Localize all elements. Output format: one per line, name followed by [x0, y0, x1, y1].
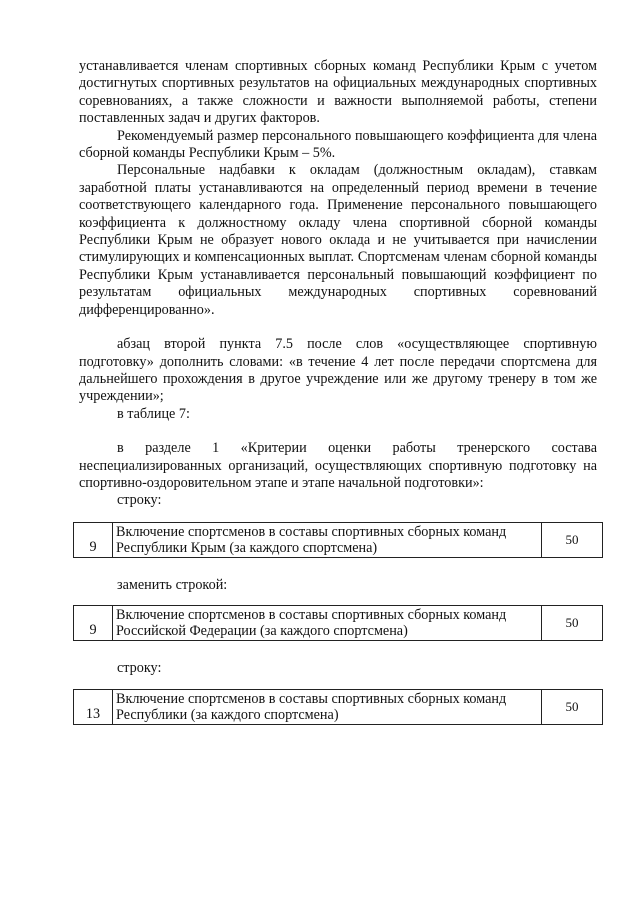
- label-row-1: строку:: [117, 492, 162, 509]
- table-row: [74, 689, 603, 724]
- paragraph-table-7: в таблице 7:: [117, 405, 190, 422]
- criterion-line-2: Российской Федерации (за каждого спортсмена): [116, 623, 408, 640]
- label-replace-row: заменить строкой:: [117, 576, 228, 593]
- criteria-table-row-3: [73, 689, 603, 725]
- table-row: [74, 606, 603, 641]
- criterion-line-1: Включение спортсменов в составы спортивных сборных команд: [116, 607, 507, 624]
- paragraph-personal-allowances: Персональные надбавки к окладам (должностным окладам), ставкам заработной платы устанавливаются на определенный период времени в течение соответствующего календарного года. Применение персонального повышающего коэффициента к должностному окладу члена спортивной сборной команды Республики Крым не образует нового оклада и не учитывается при начислении стимулирующих и компенсационных выплат. Спортсменам членам сборной команды Республики Крым устанавливается персональный повышающий коэффициент по результатам официальных международных спортивных соревнований дифференцированно».: [79, 162, 597, 318]
- criterion-line-2: Республики (за каждого спортсмена): [116, 706, 339, 723]
- row-points: 50: [542, 606, 603, 641]
- row-criterion: [113, 522, 542, 557]
- row-number: 9: [74, 522, 113, 557]
- criteria-table-row-2: [73, 605, 603, 641]
- paragraph-recommended-coefficient: Рекомендуемый размер персонального повышающего коэффициента для члена сборной команды Республики Крым – 5%.: [79, 127, 597, 162]
- criterion-line-1: Включение спортсменов в составы спортивных сборных команд: [116, 523, 507, 540]
- row-number: 9: [74, 606, 113, 641]
- criteria-table-row-1: [73, 522, 603, 558]
- paragraph-continuation: устанавливается членам спортивных сборных команд Республики Крым с учетом достигнутых спортивных результатов на официальных международных спортивных соревнованиях, а также сложности и важности выполняемой работы, степени поставленных задач и других факторов.: [79, 58, 597, 127]
- label-row-2: строку:: [117, 660, 162, 677]
- row-points: 50: [542, 689, 603, 724]
- paragraph-section-1: в разделе 1 «Критерии оценки работы тренерского состава неспециализированных организаций, осуществляющих спортивную подготовку на спортивно-оздоровительном этапе и этапе начальной подготовки»:: [79, 440, 597, 491]
- criterion-line-1: Включение спортсменов в составы спортивных сборных команд: [116, 690, 507, 707]
- row-criterion: [113, 606, 542, 641]
- row-number: 13: [74, 689, 113, 724]
- paragraph-clause-7-5: абзац второй пункта 7.5 после слов «осуществляющее спортивную подготовку» дополнить словами: «в течение 4 лет после передачи спортсмена для дальнейшего прохождения в другое учреждение или же другому тренеру в том же учреждении»;: [79, 336, 597, 405]
- criterion-line-2: Республики Крым (за каждого спортсмена): [116, 539, 378, 556]
- document-page: [79, 58, 597, 725]
- row-criterion: [113, 689, 542, 724]
- row-points: 50: [542, 522, 603, 557]
- table-row: [74, 522, 603, 557]
